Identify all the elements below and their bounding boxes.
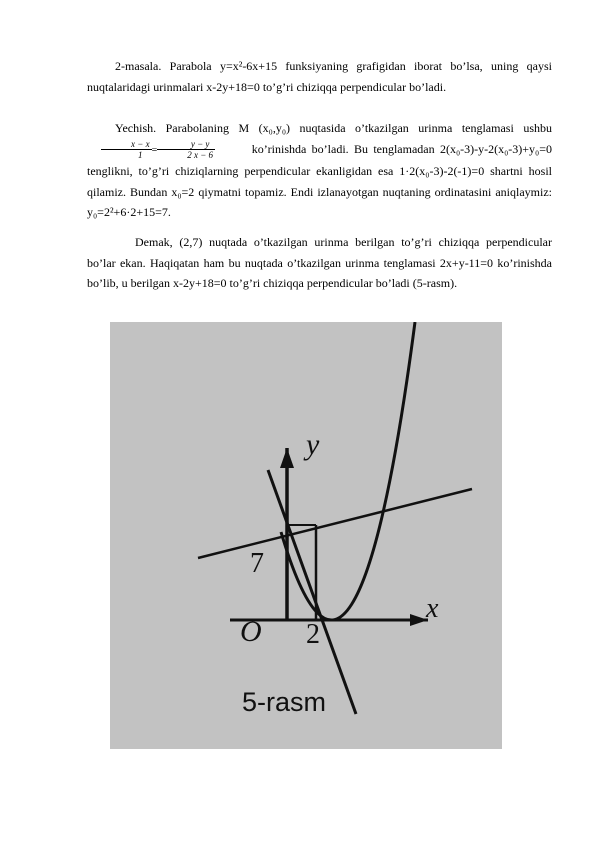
solution-paragraph xyxy=(87,118,552,223)
origin-label: O xyxy=(240,615,262,648)
problem-text: 2-masala. Parabola y=x²-6x+15 funksiyaning grafigidan iborat bo’lsa, uning qaysi nuqtalaridagi urinmalari x-2y+18=0 to’g’ri chiziqqa perpendicular bo’ladi. xyxy=(87,59,552,94)
figure-background xyxy=(110,322,502,749)
formula-equals: = xyxy=(151,144,158,156)
formula-right-fraction xyxy=(157,139,215,160)
conclusion-text: Demak, (2,7) nuqtada o’tkazilgan urinma berilgan to’g’ri chiziqqa perpendicular bo’lar ekan. Haqiqatan ham bu nuqtada o’tkazilgan urinma tenglamasi 2x+y-11=0 ko’rinishda bo’lib, u berilgan x-2y+18=0 to’g’ri chiziqqa perpendicular bo’ladi (5-rasm). xyxy=(87,235,552,290)
x-tick-label: 2 xyxy=(306,619,320,650)
figure-5-graph xyxy=(110,322,502,749)
x-axis-label: x xyxy=(426,593,439,624)
figure-5 xyxy=(110,322,502,749)
formula-right-numerator: y − y xyxy=(157,139,215,150)
solution-text-a: Yechish. Parabolaning M (x₀,y₀) nuqtasida o’tkazilgan urinma tenglamasi ushbu xyxy=(115,121,552,135)
figure-caption: 5-rasm xyxy=(242,687,327,717)
y-axis-label: y xyxy=(306,428,320,461)
conclusion-paragraph xyxy=(87,232,552,294)
formula-right-denominator: 2 x − 6 xyxy=(187,150,214,161)
y-tick-label: 7 xyxy=(250,548,264,579)
formula-left-fraction xyxy=(101,139,152,160)
formula-left-denominator: 1 xyxy=(138,150,143,161)
problem-paragraph xyxy=(87,56,552,97)
formula-left-numerator: x − x xyxy=(101,139,152,150)
solution-text-b: ko’rinishda bo’ladi. Bu tenglamadan 2(x₀-3)-y-2(x₀-3)+y₀=0 tenglikni, to’g’ri chiziqlarning perpendicular ekanligidan esa 1·2(x₀-3)-2(-1)=0 shartni hosil qilamiz. Bundan x₀=2 qiymatni topamiz. Endi izlanayotgan nuqtaning ordinatasini aniqlaymiz: y₀=2²+6·2+15=7. xyxy=(87,141,553,219)
